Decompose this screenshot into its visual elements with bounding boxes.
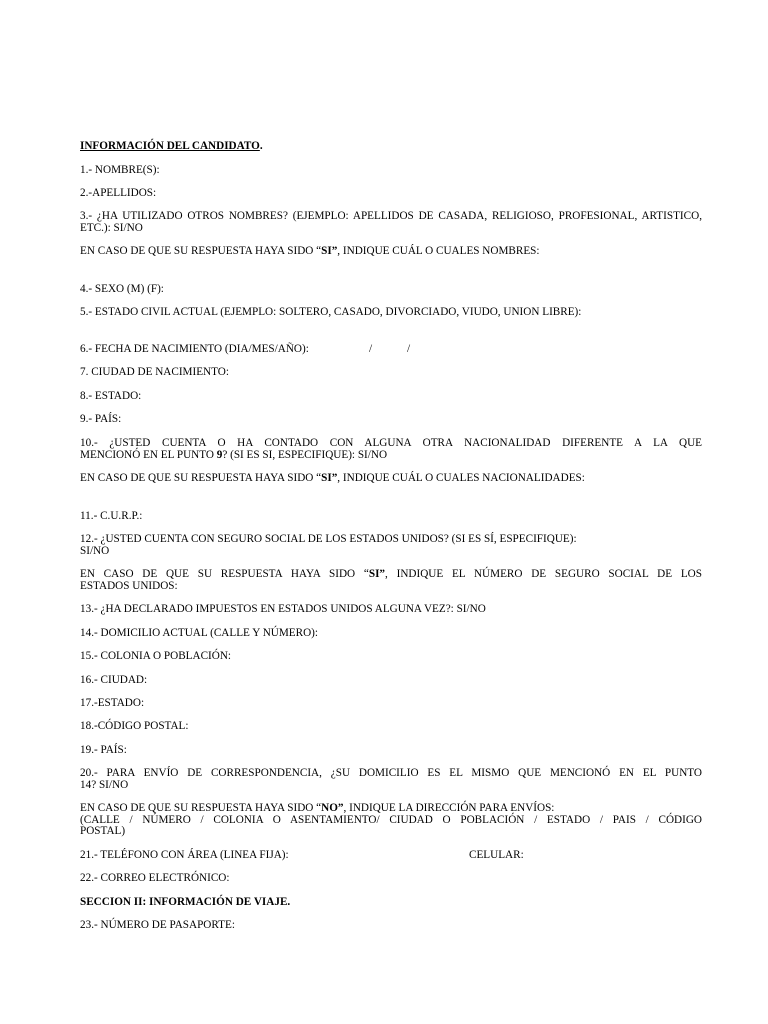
followup-text: EN CASO DE QUE SU RESPUESTA HAYA SIDO “ [80,245,322,257]
section-2-heading: SECCION II: INFORMACIÓN DE VIAJE. [80,896,291,908]
section-heading [80,141,702,153]
line-text: MENCIONÓ EN EL PUNTO [80,448,217,461]
followup-emphasis: SI” [321,472,338,484]
question-7: 7. CIUDAD DE NACIMIENTO: [80,366,229,378]
date-separator: / [369,343,373,355]
question-20-line-1: 20.- PARA ENVÍO DE CORRESPONDENCIA, ¿SU DOMICILIO ES EL MISMO QUE MENCIONÓ EN EL PUNTO [80,767,702,779]
question-16: 16.- CIUDAD: [80,674,148,686]
question-20 [80,768,702,791]
followup-line-1 [80,803,702,815]
question-10-line-1: 10.- ¿USTED CUENTA O HA CONTADO CON ALGUNA OTRA NACIONALIDAD DIFERENTE A LA QUE [80,437,702,449]
question-9: 9.- PAÍS: [80,413,122,425]
question-19: 19.- PAÍS: [80,744,127,756]
question-10-followup [80,473,702,485]
followup-text: , INDIQUE CUÁL O CUALES NACIONALIDADES: [337,472,585,484]
question-17: 17.-ESTADO: [80,697,145,709]
followup-line-2: (CALLE / NÚMERO / COLONIA O ASENTAMIENTO/ CIUDAD O POBLACIÓN / ESTADO / PAIS / CÓDIGO [80,813,702,826]
question-2: 2.-APELLIDOS: [80,187,157,199]
question-20-line-2: 14? SI/NO [80,778,129,791]
question-12-line-2: SI/NO [80,544,110,557]
question-18: 18.-CÓDIGO POSTAL: [80,720,189,732]
question-15: 15.- COLONIA O POBLACIÓN: [80,650,232,662]
line-emphasis: 9 [216,448,223,461]
document-page [80,0,702,1024]
question-22: 22.- CORREO ELECTRÓNICO: [80,872,230,884]
question-5: 5.- ESTADO CIVIL ACTUAL (EJEMPLO: SOLTERO, CASADO, DIVORCIADO, VIUDO, UNION LIBRE): [80,306,582,318]
question-3-followup [80,246,702,258]
question-10 [80,438,702,461]
question-13: 13.- ¿HA DECLARADO IMPUESTOS EN ESTADOS UNIDOS ALGUNA VEZ?: SI/NO [80,603,486,615]
mobile-label: CELULAR: [469,849,524,861]
followup-line-1 [80,569,702,581]
followup-text: EN CASO DE QUE SU RESPUESTA HAYA SIDO “ [80,472,322,484]
followup-line-2: ESTADOS UNIDOS: [80,579,178,592]
question-6-label: 6.- FECHA DE NACIMIENTO (DIA/MES/AÑO): [80,343,309,355]
question-20-followup [80,803,702,838]
line-text: ? (SI ES SI, ESPECIFIQUE): SI/NO [222,448,388,461]
followup-emphasis: SI” [368,568,386,580]
followup-emphasis: SI” [321,245,338,257]
question-12-followup [80,569,702,592]
followup-text: EN CASO DE QUE SU RESPUESTA HAYA SIDO “ [80,568,369,580]
question-8: 8.- ESTADO: [80,390,142,402]
question-21 [80,850,702,862]
question-3: 3.- ¿HA UTILIZADO OTROS NOMBRES? (EJEMPLO: APELLIDOS DE CASADA, RELIGIOSO, PROFESIONAL, ARTISTICO, ETC.): SI/NO [80,210,702,234]
heading-text: INFORMACIÓN DEL CANDIDATO [80,140,260,152]
question-14: 14.- DOMICILIO ACTUAL (CALLE Y NÚMERO): [80,627,319,639]
date-separator: / [407,343,411,355]
question-4: 4.- SEXO (M) (F): [80,283,164,295]
followup-line-3: POSTAL) [80,825,126,837]
followup-text: EN CASO DE QUE SU RESPUESTA HAYA SIDO “ [80,802,322,814]
question-11: 11.- C.U.R.P.: [80,510,143,522]
followup-emphasis: NO” [321,802,344,814]
followup-text: , INDIQUE EL NÚMERO DE SEGURO SOCIAL DE LOS [385,568,702,580]
question-23: 23.- NÚMERO DE PASAPORTE: [80,919,235,931]
followup-text: , INDIQUE CUÁL O CUALES NOMBRES: [337,245,540,257]
heading-period: . [259,140,263,152]
question-1: 1.- NOMBRE(S): [80,164,160,176]
followup-text: , INDIQUE LA DIRECCIÓN PARA ENVÍOS: [343,802,555,814]
phone-label: 21.- TELÉFONO CON ÁREA (LINEA FIJA): [80,849,289,861]
question-6 [80,344,702,356]
question-10-line-2 [80,450,702,462]
question-12-line-1: 12.- ¿USTED CUENTA CON SEGURO SOCIAL DE LOS ESTADOS UNIDOS? (SI ES SÍ, ESPECIFIQUE): [80,533,577,545]
question-12 [80,534,702,557]
